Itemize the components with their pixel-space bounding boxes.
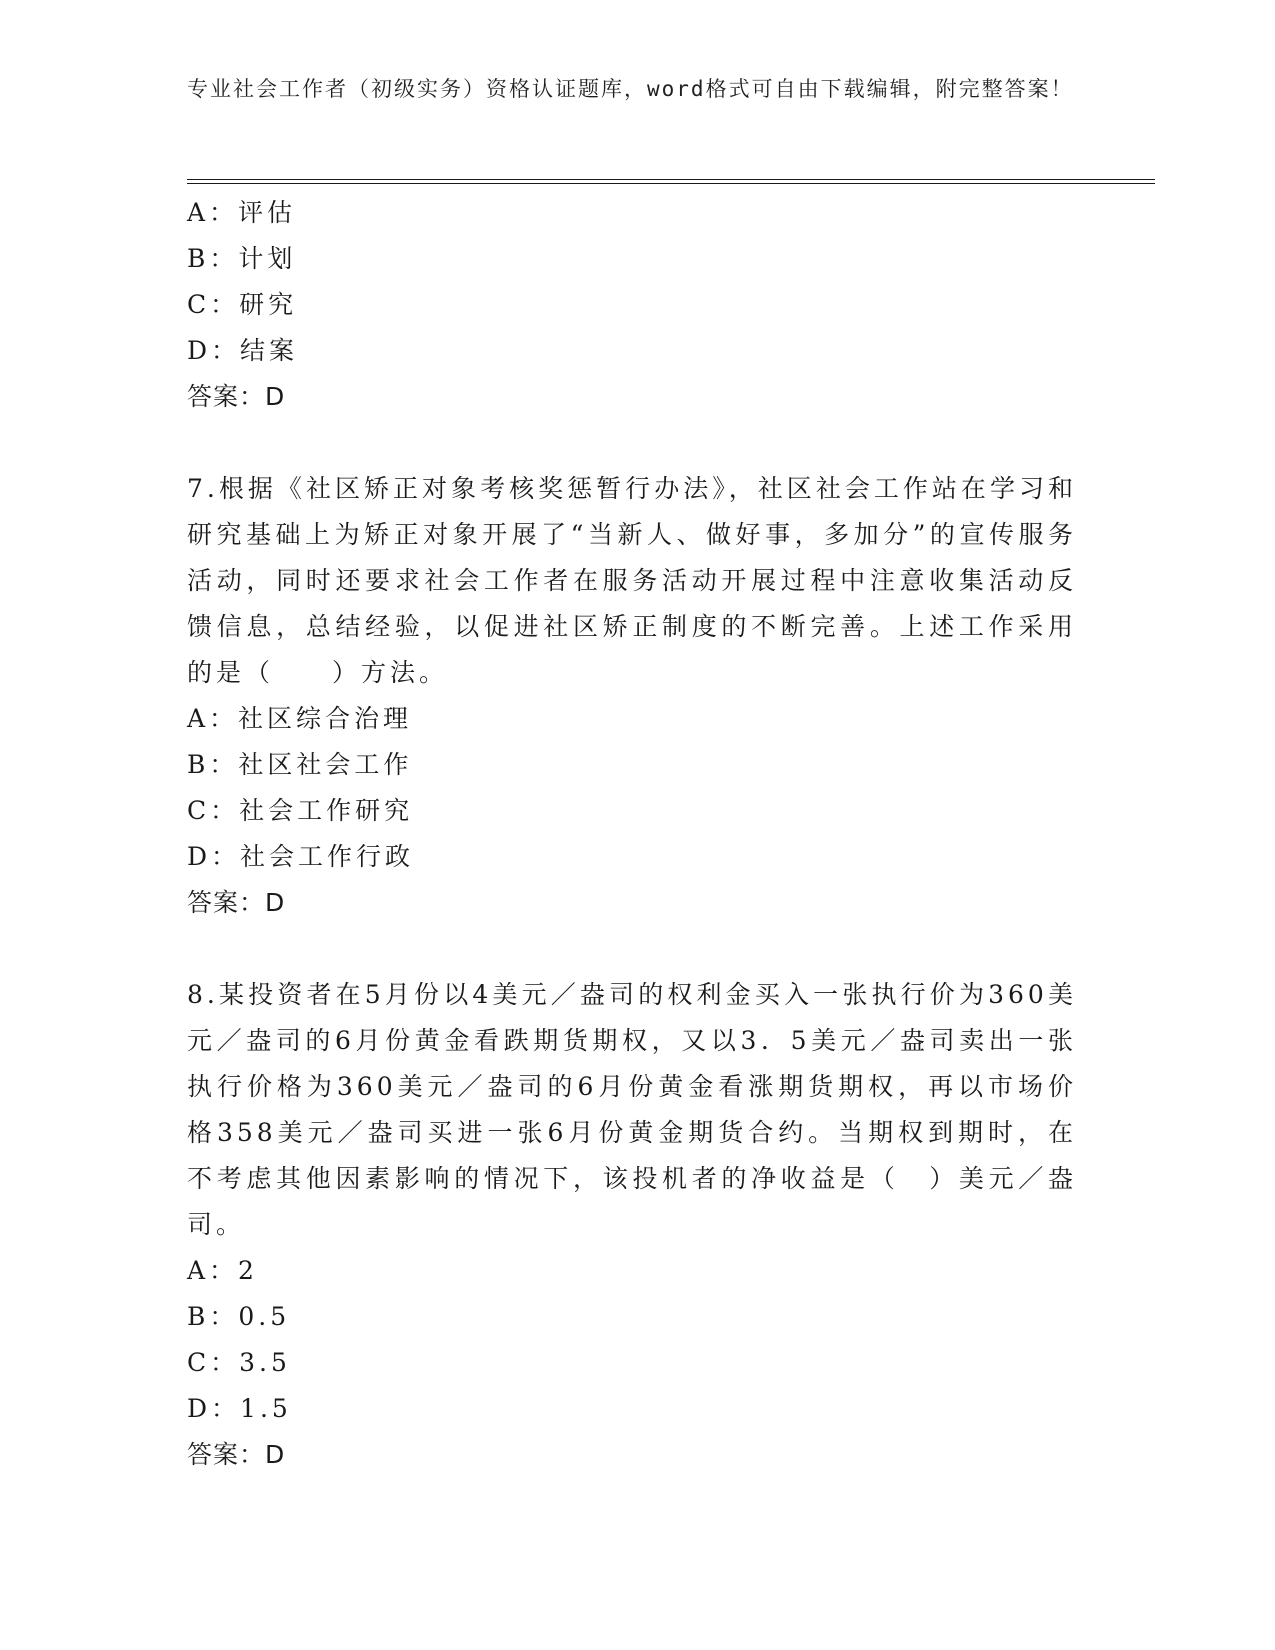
question-block-6 xyxy=(187,190,1077,420)
answer-line: 答案：D xyxy=(187,888,286,917)
option-a: A：社区综合治理 xyxy=(187,704,413,733)
header-rule-bottom xyxy=(187,183,1155,184)
option-c: C：研究 xyxy=(187,290,298,319)
option-d: D：1.5 xyxy=(187,1394,292,1423)
spacer xyxy=(187,926,1077,972)
document-header: 专业社会工作者（初级实务）资格认证题库，word格式可自由下载编辑，附完整答案！ xyxy=(187,77,1074,101)
option-d: D：结案 xyxy=(187,336,299,365)
option-b: B：0.5 xyxy=(187,1302,291,1331)
option-b: B：社区社会工作 xyxy=(187,750,413,779)
spacer xyxy=(187,420,1077,466)
question-list xyxy=(187,190,1077,1478)
answer-line: 答案：D xyxy=(187,382,286,411)
option-c: C：社会工作研究 xyxy=(187,796,414,825)
question-stem: 8.某投资者在5月份以4美元／盎司的权利金买入一张执行价为360美元／盎司的6月份黄金看跌期货期权，又以3．5美元／盎司卖出一张执行价格为360美元／盎司的6月份黄金看涨期货期权，再以市场价格358美元／盎司买进一张6月份黄金期货合约。当期权到期时，在不考虑其他因素影响的情况下，该投机者的净收益是（ ）美元／盎司。 xyxy=(187,980,1077,1239)
question-stem: 7.根据《社区矫正对象考核奖惩暂行办法》，社区社会工作站在学习和研究基础上为矫正对象开展了“当新人、做好事，多加分”的宣传服务活动，同时还要求社会工作者在服务活动开展过程中注意收集活动反馈信息，总结经验，以促进社区矫正制度的不断完善。上述工作采用的是（ ）方法。 xyxy=(187,474,1077,687)
header-rule-top xyxy=(187,179,1155,180)
option-b: B：计划 xyxy=(187,244,297,273)
option-a: A：评估 xyxy=(187,198,297,227)
option-a: A：2 xyxy=(187,1256,258,1285)
option-c: C：3.5 xyxy=(187,1348,291,1377)
question-block-8 xyxy=(187,972,1077,1478)
option-d: D：社会工作行政 xyxy=(187,842,415,871)
question-block-7 xyxy=(187,466,1077,926)
answer-line: 答案：D xyxy=(187,1440,286,1469)
